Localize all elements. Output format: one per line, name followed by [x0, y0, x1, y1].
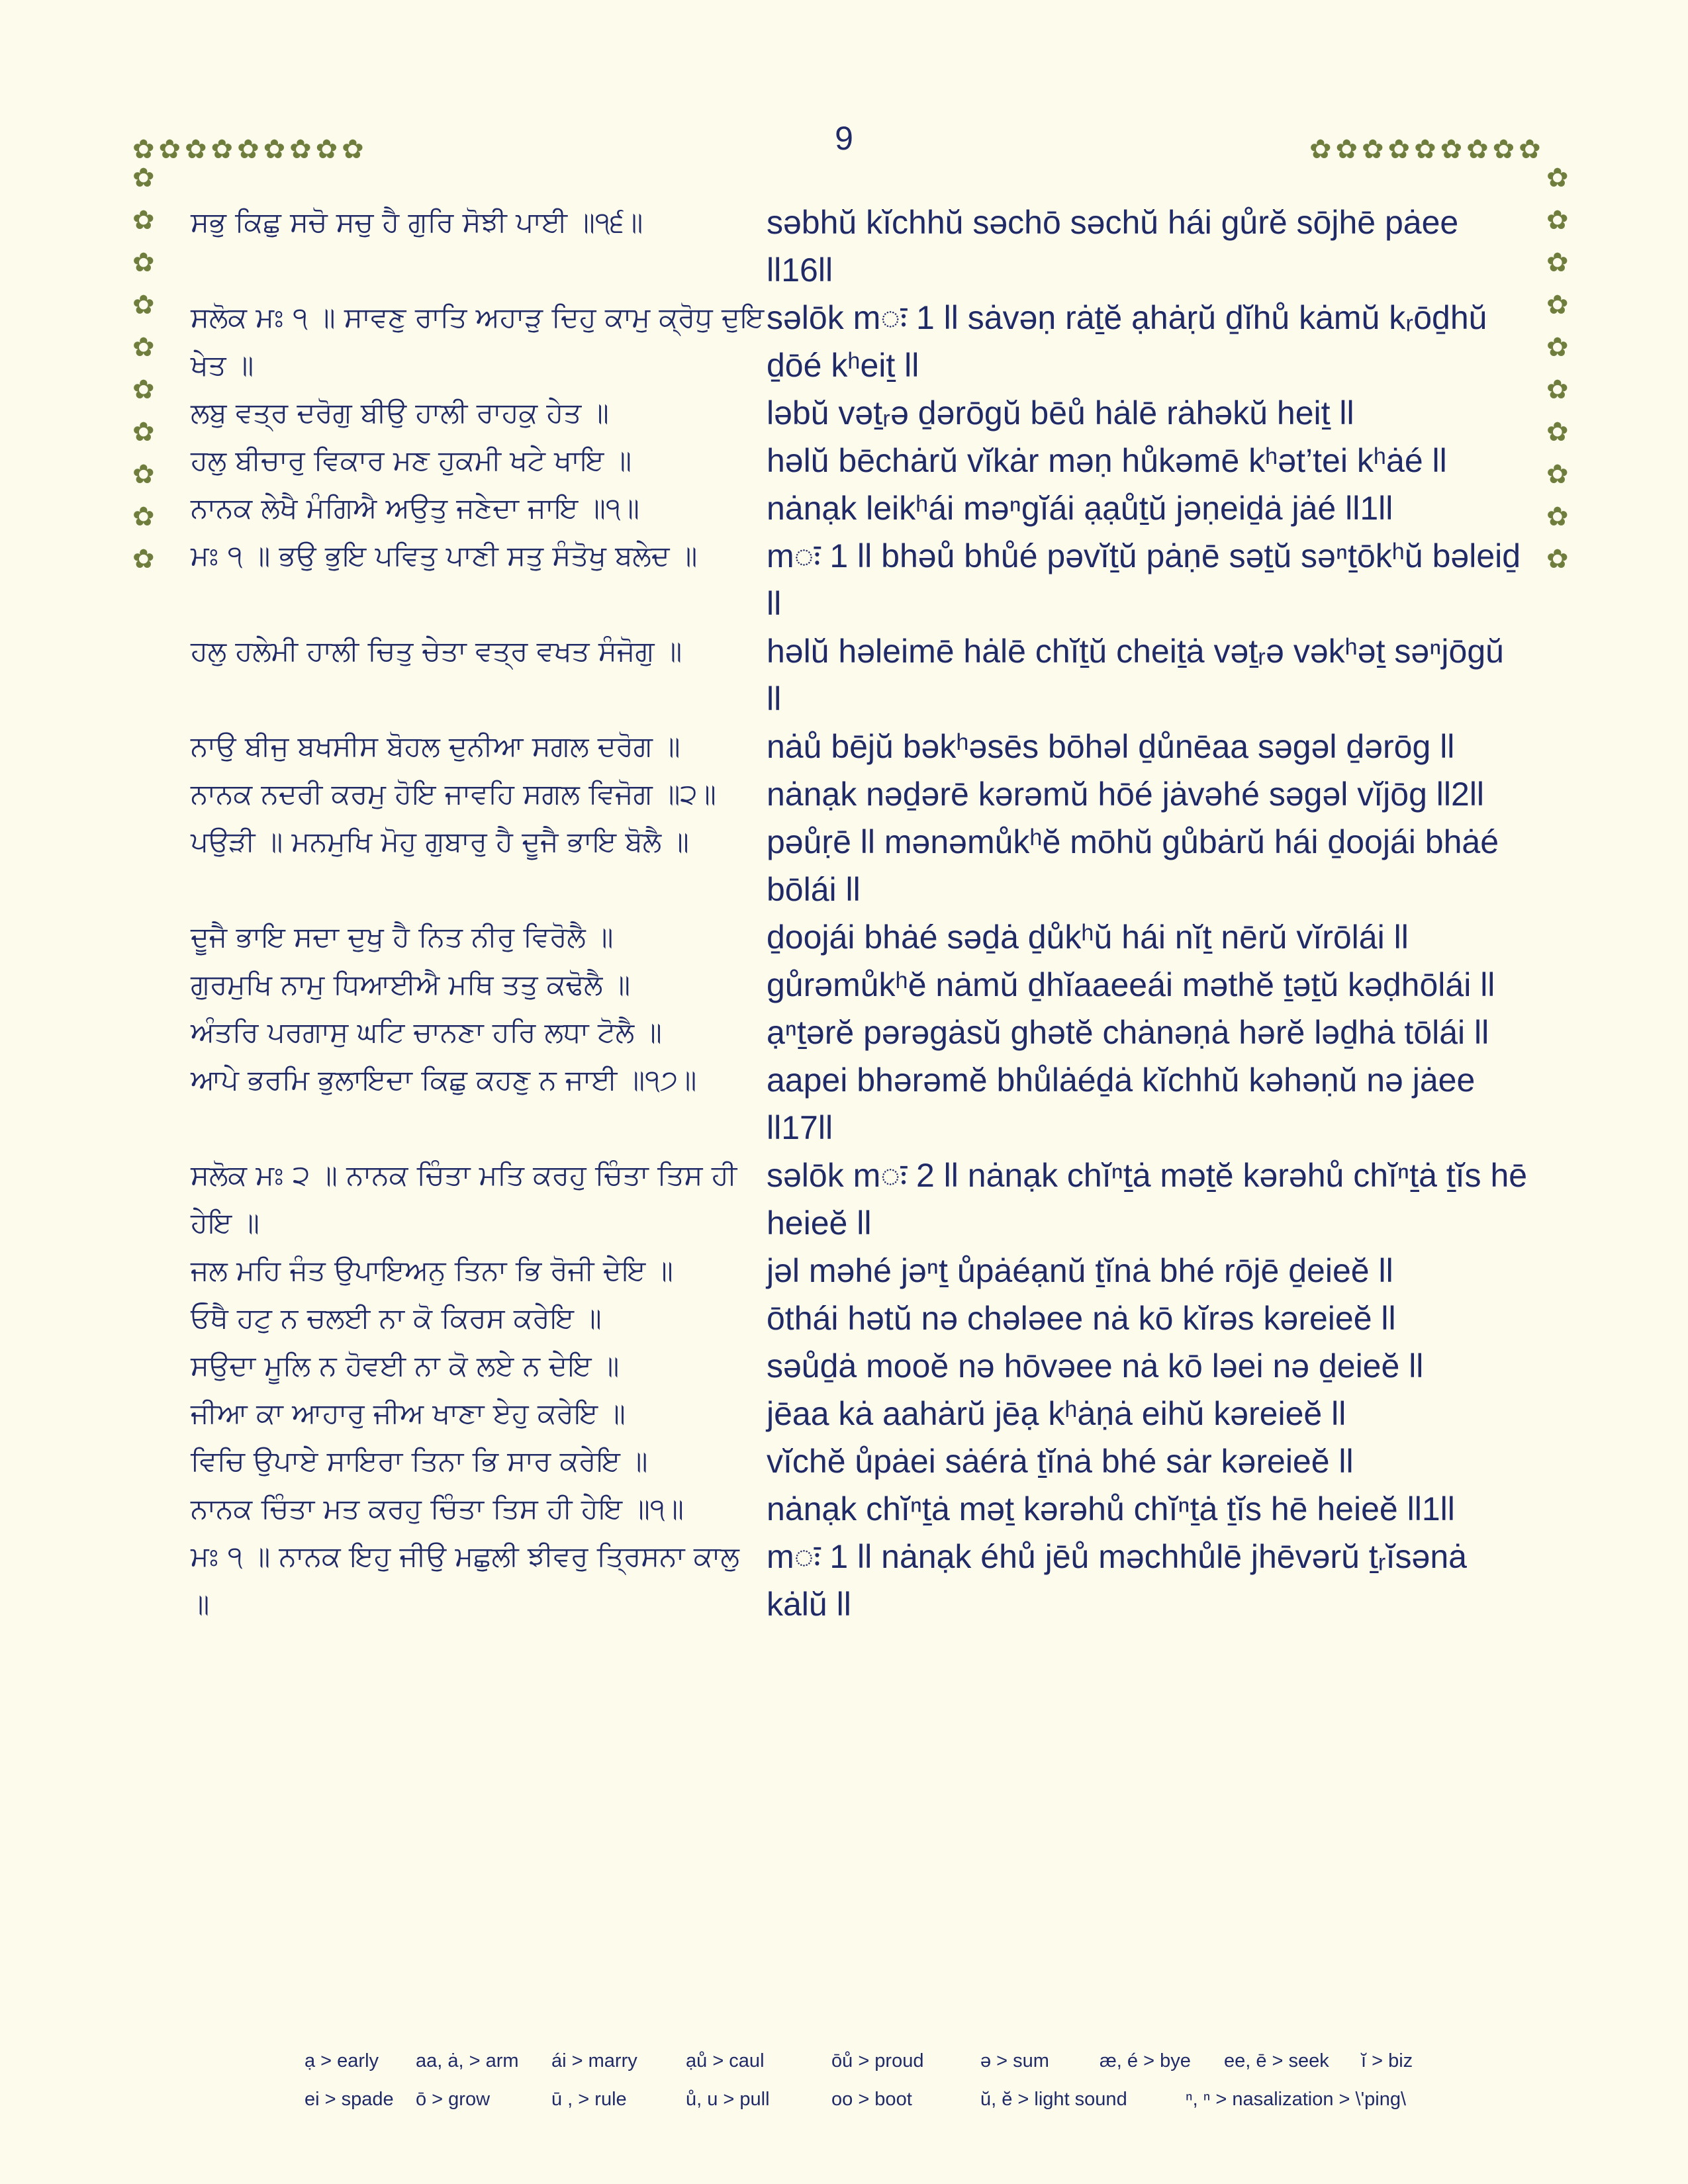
transliteration-text: nȧů bējŭ bəkʰəsēs bōhəl ḏůnēaa səgəl ḏərōg ll — [767, 728, 1455, 765]
flower-ornament-icon: ✿ — [132, 502, 155, 532]
transliteration-text: səlōk mः 2 ll nȧnạk chĭⁿṯȧ məṯĕ kərəhů chĭⁿṯȧ ṯĭs hē heieĕ ll — [767, 1157, 1528, 1242]
flower-ornament-icon: ✿ — [132, 459, 155, 490]
flower-ornament-icon: ✿ — [1546, 375, 1569, 405]
flower-ornament-icon: ✿ — [237, 134, 259, 165]
gurmukhi-text: ਆਪੇ ਭਰਮਿ ਭੁਲਾਇਦਾ ਕਿਛੁ ਕਹਣੁ ਨ ਜਾਈ ॥੧੭॥ — [191, 1064, 697, 1096]
flower-ornament-icon: ✿ — [132, 163, 155, 193]
transliteration-text: səbhŭ kĭchhŭ səchō səchŭ hái gůrĕ sōjhē pȧee ll16ll — [767, 204, 1459, 289]
legend-row — [305, 2042, 1496, 2080]
gurmukhi-text: ਜੀਆ ਕਾ ਆਹਾਰੁ ਜੀਅ ਖਾਣਾ ਏਹੁ ਕਰੇਇ ॥ — [191, 1397, 626, 1430]
transliteration-text: nȧnạk leikʰái məⁿgĭái ạạůṯŭ jəṇeiḏȧ jȧé ll1ll — [767, 490, 1393, 527]
verse-row — [191, 484, 1528, 532]
flower-ornament-icon: ✿ — [1546, 502, 1569, 532]
flower-ornament-icon: ✿ — [211, 134, 234, 165]
verse-row — [191, 913, 1528, 961]
transliteration-text: səůḏȧ mooĕ nə hōvəee nȧ kō ləei nə ḏeieĕ ll — [767, 1347, 1424, 1385]
flower-ornament-icon: ✿ — [289, 134, 312, 165]
gurmukhi-text: ਸਲੋਕ ਮਃ ੨ ॥ ਨਾਨਕ ਚਿੰਤਾ ਮਤਿ ਕਰਹੁ ਚਿੰਤਾ ਤਿਸ ਹੀ ਹੇਇ ॥ — [191, 1159, 737, 1239]
flower-ornament-icon: ✿ — [132, 417, 155, 447]
flower-ornament-icon: ✿ — [132, 332, 155, 363]
verse-row — [191, 1485, 1528, 1533]
flower-ornament-icon: ✿ — [1466, 134, 1489, 165]
transliteration-text: nȧnạk chĭⁿṯȧ məṯ kərəhů chĭⁿṯȧ ṯĭs hē heieĕ ll1ll — [767, 1490, 1455, 1527]
verse-row — [191, 1437, 1528, 1485]
flower-ornament-icon: ✿ — [1362, 134, 1384, 165]
gurmukhi-text: ਮਃ ੧ ॥ ਨਾਨਕ ਇਹੁ ਜੀਉ ਮਛੁਲੀ ਝੀਵਰੁ ਤ੍ਰਿਸਨਾ ਕਾਲੁ ॥ — [191, 1540, 739, 1620]
verse-row — [191, 723, 1528, 770]
gurmukhi-text: ਪਉੜੀ ॥ ਮਨਮੁਖਿ ਮੋਹੁ ਗੁਬਾਰੁ ਹੈ ਦੂਜੈ ਭਾਇ ਬੋਲੈ ॥ — [191, 825, 689, 858]
legend-item: ⁿ, ⁿ > nasalization > \'ping\ — [1186, 2088, 1407, 2110]
gurmukhi-text: ਸਭੁ ਕਿਛੁ ਸਚੋ ਸਚੁ ਹੈ ਗੁਰਿ ਸੋਝੀ ਪਾਈ ॥੧੬॥ — [191, 206, 643, 238]
gurmukhi-text: ਨਾਨਕ ਚਿੰਤਾ ਮਤ ਕਰਹੁ ਚਿੰਤਾ ਤਿਸ ਹੀ ਹੇਇ ॥੧॥ — [191, 1492, 684, 1525]
legend-item: ei > spade — [305, 2088, 394, 2110]
flower-ornament-icon: ✿ — [132, 375, 155, 405]
verse-row — [191, 532, 1528, 627]
ornament-border-top-left — [132, 136, 364, 163]
flower-ornament-icon: ✿ — [132, 134, 155, 165]
flower-ornament-icon: ✿ — [1387, 134, 1411, 165]
ornament-border-left — [132, 164, 155, 573]
legend-item: ĭ > biz — [1361, 2050, 1413, 2071]
gurmukhi-text: ਗੁਰਮੁਖਿ ਨਾਮੁ ਧਿਆਈਐ ਮਥਿ ਤਤੁ ਕਢੋਲੈ ॥ — [191, 968, 631, 1001]
transliteration-text: nȧnạk nəḏərē kərəmŭ hōé jȧvəhé səgəl vĭjōg ll2ll — [767, 776, 1485, 813]
flower-ornament-icon: ✿ — [132, 248, 155, 278]
flower-ornament-icon: ✿ — [1546, 417, 1569, 447]
gurmukhi-text: ਨਾਨਕ ਨਦਰੀ ਕਰਮੁ ਹੋਇ ਜਾਵਹਿ ਸਗਲ ਵਿਜੋਗ ॥੨॥ — [191, 778, 716, 810]
legend-item: ů, u > pull — [686, 2088, 770, 2110]
transliteration-text: ləbŭ vəṯᵣə ḏərōgŭ bēů hȧlē rȧhəkŭ heiṯ ll — [767, 394, 1354, 432]
transliteration-text: pəůṛē ll mənəmůkʰĕ mōhŭ gůbȧrŭ hái ḏoojái bhȧé bōlái ll — [767, 823, 1499, 908]
verse-row — [191, 1295, 1528, 1342]
gurmukhi-text: ਸਲੋਕ ਮਃ ੧ ॥ ਸਾਵਣੁ ਰਾਤਿ ਅਹਾੜੁ ਦਿਹੁ ਕਾਮੁ ਕ੍ਰੋਧੁ ਦੁਇ ਖੇਤ ॥ — [191, 301, 765, 381]
verse-row — [191, 627, 1528, 723]
legend-item: ạ > early — [305, 2050, 379, 2071]
flower-ornament-icon: ✿ — [132, 290, 155, 320]
transliteration-text: gůrəmůkʰĕ nȧmŭ ḏhĭaaeeái məthĕ ṯəṯŭ kəḍhōlái ll — [767, 966, 1495, 1003]
transliteration-text: mः 1 ll bhəů bhůé pəvĭṯŭ pȧṇē səṯŭ səⁿṯōkʰŭ bəleiḏ ll — [767, 537, 1521, 622]
verse-row — [191, 818, 1528, 913]
transliteration-text: jēaa kȧ aahȧrŭ jēạ kʰȧṇȧ eihŭ kəreieĕ ll — [767, 1395, 1346, 1432]
transliteration-text: həlŭ bēchȧrŭ vĭkȧr məṇ hůkəmē kʰət’tei kʰȧé ll — [767, 442, 1447, 479]
legend-item: ái > marry — [551, 2050, 637, 2071]
transliteration-text: jəl məhé jəⁿṯ ůpȧéạnŭ ṯĭnȧ bhé rōjē ḏeieĕ ll — [767, 1252, 1393, 1289]
legend-row — [305, 2080, 1496, 2118]
gurmukhi-text: ਓਥੈ ਹਟੁ ਨ ਚਲਈ ਨਾ ਕੋ ਕਿਰਸ ਕਰੇਇ ॥ — [191, 1302, 602, 1334]
verse-row — [191, 1056, 1528, 1152]
verse-row — [191, 1533, 1528, 1628]
ornament-border-right — [1546, 164, 1569, 573]
flower-ornament-icon: ✿ — [158, 134, 181, 165]
transliteration-text: ạⁿṯərĕ pərəgȧsŭ ghətĕ chȧnəṇȧ hərĕ ləḏhȧ tōlái ll — [767, 1014, 1489, 1051]
transliteration-text: səlōk mः 1 ll sȧvəṇ rȧṯĕ ạhȧṛŭ ḏĭhů kȧmŭ kᵣōḏhŭ ḏōé kʰeiṯ ll — [767, 299, 1487, 384]
legend-item: oo > boot — [831, 2088, 912, 2110]
transliteration-text: ōthái hətŭ nə chələee nȧ kō kĭrəs kəreieĕ ll — [767, 1300, 1396, 1337]
legend-item: æ, é > bye — [1100, 2050, 1191, 2071]
verse-row — [191, 1342, 1528, 1390]
flower-ornament-icon: ✿ — [185, 134, 207, 165]
gurmukhi-text: ਵਿਚਿ ਉਪਾਏ ਸਾਇਰਾ ਤਿਨਾ ਭਿ ਸਾਰ ਕਰੇਇ ॥ — [191, 1445, 648, 1477]
gurmukhi-text: ਮਃ ੧ ॥ ਭਉ ਭੁਇ ਪਵਿਤੁ ਪਾਣੀ ਸਤੁ ਸੰਤੋਖੁ ਬਲੇਦ ॥ — [191, 539, 698, 572]
flower-ornament-icon: ✿ — [315, 134, 338, 165]
verse-row — [191, 770, 1528, 818]
gurmukhi-text: ਨਾਉ ਬੀਜੁ ਬਖਸੀਸ ਬੋਹਲ ਦੁਨੀਆ ਸਗਲ ਦਰੋਗ ॥ — [191, 730, 680, 762]
gurmukhi-text: ਦੂਜੈ ਭਾਇ ਸਦਾ ਦੁਖੁ ਹੈ ਨਿਤ ਨੀਰੁ ਵਿਰੋਲੈ ॥ — [191, 921, 614, 953]
legend-item: ạů > caul — [686, 2050, 765, 2071]
legend-item: ō > grow — [416, 2088, 491, 2110]
verse-row — [191, 961, 1528, 1009]
ornament-border-top-right — [1309, 136, 1541, 163]
flower-ornament-icon: ✿ — [342, 134, 364, 165]
gurmukhi-text: ਹਲੁ ਹਲੇਮੀ ਹਾਲੀ ਚਿਤੁ ਚੇਤਾ ਵਤ੍ਰ ਵਖਤ ਸੰਜੋਗੁ ॥ — [191, 635, 682, 667]
legend-item: ee, ē > seek — [1224, 2050, 1329, 2071]
verse-row — [191, 199, 1528, 294]
legend-item: ə > sum — [980, 2050, 1049, 2071]
gurmukhi-text: ਅੰਤਰਿ ਪਰਗਾਸੁ ਘਟਿ ਚਾਨਣਾ ਹਰਿ ਲਧਾ ਟੋਲੈ ॥ — [191, 1016, 662, 1048]
flower-ornament-icon: ✿ — [1414, 134, 1436, 165]
legend-item: aa, ȧ, > arm — [416, 2050, 519, 2071]
flower-ornament-icon: ✿ — [1440, 134, 1463, 165]
verse-row — [191, 1009, 1528, 1056]
flower-ornament-icon: ✿ — [263, 134, 286, 165]
verse-row — [191, 294, 1528, 389]
verse-row — [191, 389, 1528, 437]
verse-list — [191, 199, 1528, 1628]
transliteration-text: aapei bhərəmĕ bhůlȧéḏȧ kĭchhŭ kəhəṇŭ nə jȧee ll17ll — [767, 1062, 1476, 1146]
verse-row — [191, 437, 1528, 484]
flower-ornament-icon: ✿ — [132, 205, 155, 236]
transliteration-text: mः 1 ll nȧnạk éhů jēů məchhůlē jhēvərŭ ṯᵣĭsənȧ kȧlŭ ll — [767, 1538, 1467, 1623]
flower-ornament-icon: ✿ — [1546, 248, 1569, 278]
flower-ornament-icon: ✿ — [1546, 332, 1569, 363]
verse-row — [191, 1390, 1528, 1437]
verse-row — [191, 1247, 1528, 1295]
legend-item: ŭ, ĕ > light sound — [980, 2088, 1127, 2110]
flower-ornament-icon: ✿ — [1546, 205, 1569, 236]
flower-ornament-icon: ✿ — [1546, 459, 1569, 490]
transliteration-text: həlŭ həleimē hȧlē chĭṯŭ cheiṯȧ vəṯᵣə vəkʰəṯ səⁿjōgŭ ll — [767, 633, 1504, 717]
flower-ornament-icon: ✿ — [1546, 163, 1569, 193]
transliteration-text: vĭchĕ ůpȧei sȧérȧ ṯĭnȧ bhé sȧr kəreieĕ ll — [767, 1443, 1354, 1480]
legend-item: ōů > proud — [831, 2050, 924, 2071]
transliteration-text: ḏoojái bhȧé səḏȧ ḏůkʰŭ hái nĭṯ nērŭ vĭrōlái ll — [767, 919, 1409, 956]
flower-ornament-icon: ✿ — [1519, 134, 1541, 165]
flower-ornament-icon: ✿ — [132, 544, 155, 574]
gurmukhi-text: ਸਉਦਾ ਮੂਲਿ ਨ ਹੋਵਈ ਨਾ ਕੋ ਲਏ ਨ ਦੇਇ ॥ — [191, 1349, 620, 1382]
legend-item: ū , > rule — [551, 2088, 627, 2110]
flower-ornament-icon: ✿ — [1546, 290, 1569, 320]
verse-row — [191, 1152, 1528, 1247]
gurmukhi-text: ਜਲ ਮਹਿ ਜੰਤ ਉਪਾਇਅਨੁ ਤਿਨਾ ਭਿ ਰੋਜੀ ਦੇਇ ॥ — [191, 1254, 673, 1287]
flower-ornament-icon: ✿ — [1309, 134, 1332, 165]
page-number: 9 — [835, 120, 853, 157]
flower-ornament-icon: ✿ — [1492, 134, 1515, 165]
pronunciation-legend — [305, 2042, 1496, 2118]
gurmukhi-text: ਲਬੁ ਵਤ੍ਰ ਦਰੋਗੁ ਬੀਉ ਹਾਲੀ ਰਾਹਕੁ ਹੇਤ ॥ — [191, 396, 609, 429]
gurmukhi-text: ਹਲੁ ਬੀਚਾਰੁ ਵਿਕਾਰ ਮਣ ਹੁਕਮੀ ਖਟੇ ਖਾਇ ॥ — [191, 444, 632, 477]
flower-ornament-icon: ✿ — [1546, 544, 1569, 574]
gurmukhi-text: ਨਾਨਕ ਲੇਖੈ ਮੰਗਿਐ ਅਉਤੁ ਜਣੇਦਾ ਜਾਇ ॥੧॥ — [191, 492, 639, 524]
flower-ornament-icon: ✿ — [1335, 134, 1358, 165]
